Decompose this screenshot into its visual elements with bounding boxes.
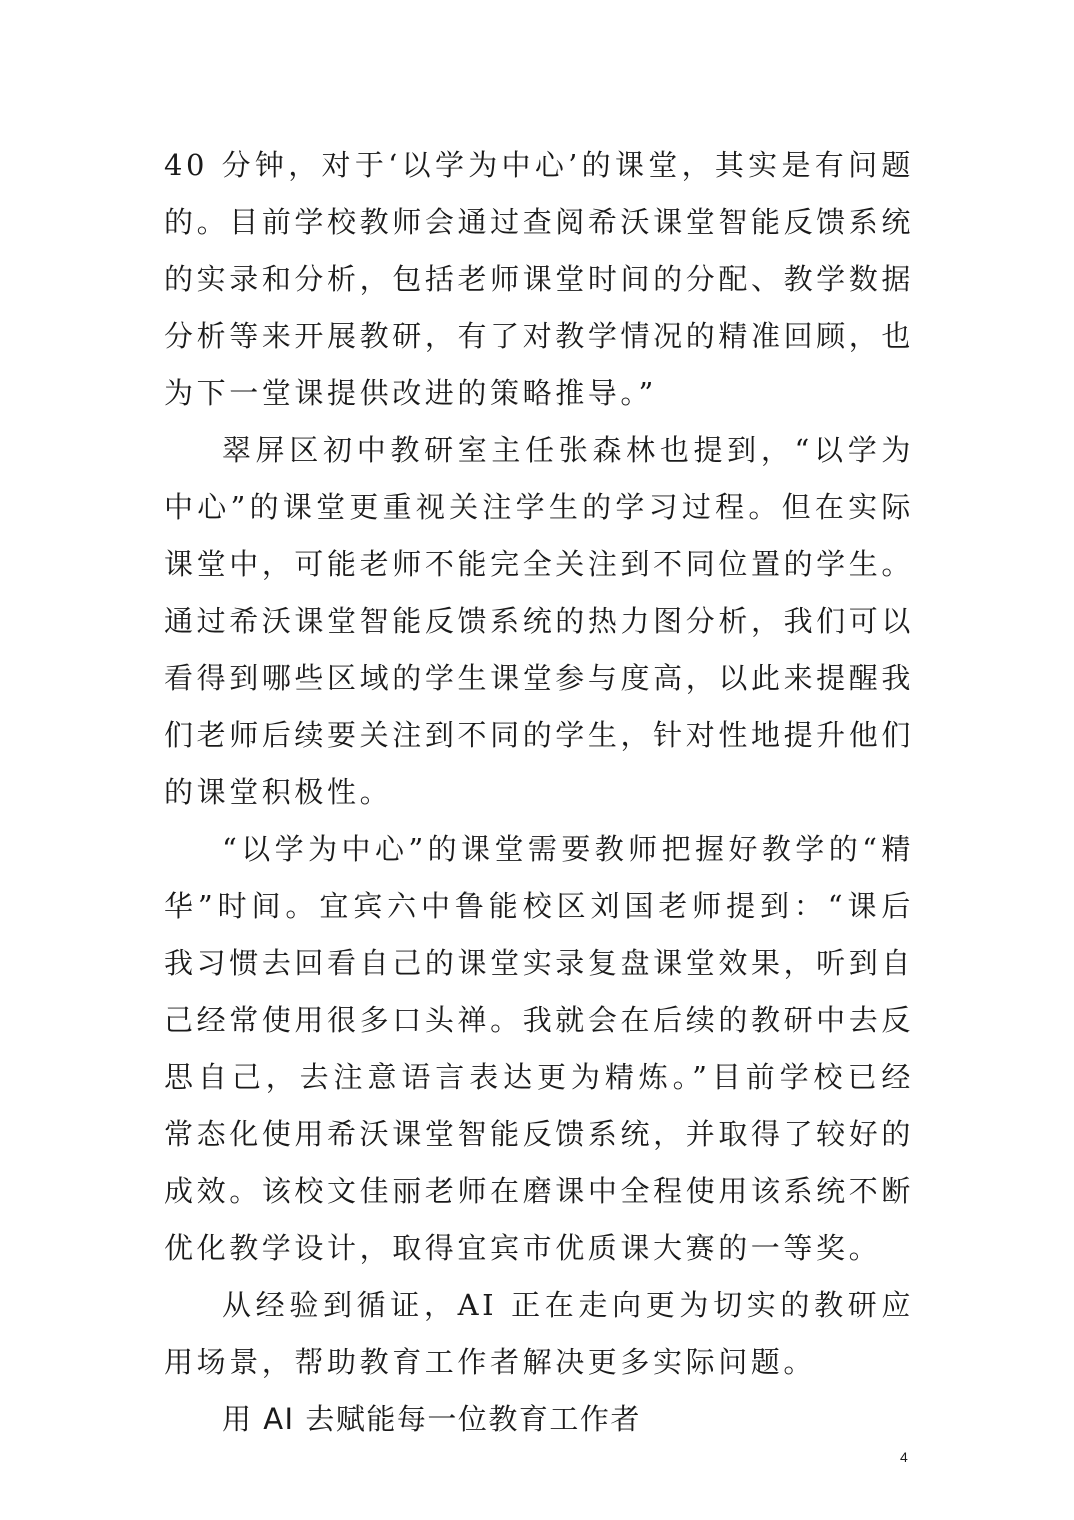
section-heading: 用 AI 去赋能每一位教育工作者 <box>222 1402 641 1436</box>
paragraph-continued-quote: 40 分钟，对于‘以学为中心’的课堂，其实是有问题的。目前学校教师会通过查阅希沃课堂智能反馈系统的实录和分析，包括老师课堂时间的分配、教学数据分析等来开展教研，有了对教学情况的精准回顾，也为下一堂课提供改进的策略推导。” <box>164 148 914 410</box>
paragraph-liu-guo: “以学为中心”的课堂需要教师把握好教学的“精华”时间。宜宾六中鲁能校区刘国老师提到：“课后我习惯去回看自己的课堂实录复盘课堂效果，听到自己经常使用很多口头禅。我就会在后续的教研中去反思自己，去注意语言表达更为精炼。”目前学校已经常态化使用希沃课堂智能反馈系统，并取得了较好的成效。该校文佳丽老师在磨课中全程使用该系统不断优化教学设计，取得宜宾市优质课大赛的一等奖。 <box>164 832 914 1265</box>
paragraph-zhang-senlin: 翠屏区初中教研室主任张森林也提到，“以学为中心”的课堂更重视关注学生的学习过程。但在实际课堂中，可能老师不能完全关注到不同位置的学生。通过希沃课堂智能反馈系统的热力图分析，我们可以看得到哪些区域的学生课堂参与度高，以此来提醒我们老师后续要关注到不同的学生，针对性地提升他们的课堂积极性。 <box>164 433 914 809</box>
paragraph-evidence: 从经验到循证，AI 正在走向更为切实的教研应用场景，帮助教育工作者解决更多实际问题。 <box>164 1288 914 1379</box>
page-number: 4 <box>900 1449 908 1465</box>
body-text <box>164 137 914 1448</box>
